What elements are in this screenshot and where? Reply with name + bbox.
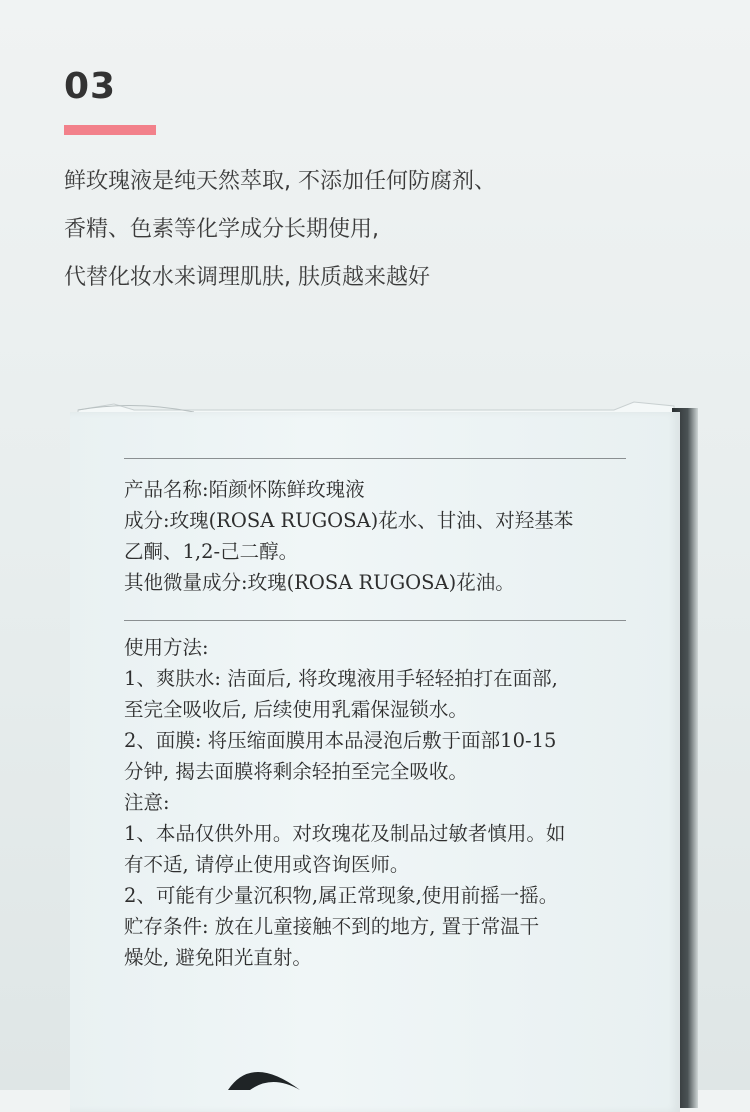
trace-ingredients: 其他微量成分:玫瑰(ROSA RUGOSA)花油。 (124, 571, 515, 594)
usage-heading: 使用方法: (124, 636, 209, 659)
caution-line: 有不适, 请停止使用或咨询医师。 (124, 853, 410, 876)
ingredients-line: 乙酮、1,2-己二醇。 (124, 540, 299, 563)
storage-line: 贮存条件: 放在儿童接触不到的地方, 置于常温干 (124, 915, 540, 938)
intro-line: 代替化妆水来调理肌肤, 肤质越来越好 (64, 265, 430, 290)
usage-line: 2、面膜: 将压缩面膜用本品浸泡后敷于面部10-15 (124, 729, 557, 752)
label-divider-middle (124, 620, 626, 621)
product-info (124, 474, 644, 598)
caution-line: 1、本品仅供外用。对玫瑰花及制品过敏者慎用。如 (124, 822, 566, 845)
accent-bar (64, 125, 156, 135)
usage-info (124, 632, 644, 973)
storage-line: 燥处, 避免阳光直射。 (124, 946, 312, 969)
box-top-flap (74, 376, 678, 416)
ingredients-line: 成分:玫瑰(ROSA RUGOSA)花水、甘油、对羟基苯 (124, 509, 574, 532)
brand-logo-fragment (222, 1052, 312, 1092)
usage-line: 分钟, 揭去面膜将剩余轻拍至完全吸收。 (124, 760, 468, 783)
product-name: 产品名称:陌颜怀陈鲜玫瑰液 (124, 478, 365, 501)
caution-line: 2、可能有少量沉积物,属正常现象,使用前摇一摇。 (124, 884, 559, 907)
intro-line: 鲜玫瑰液是纯天然萃取, 不添加任何防腐剂、 (64, 169, 496, 194)
usage-line: 1、爽肤水: 洁面后, 将玫瑰液用手轻轻拍打在面部, (124, 667, 558, 690)
intro-line: 香精、色素等化学成分长期使用, (64, 217, 379, 242)
section-number: 03 (64, 66, 117, 107)
usage-line: 至完全吸收后, 后续使用乳霜保湿锁水。 (124, 698, 468, 721)
label-divider-top (124, 458, 626, 459)
intro-text (64, 158, 704, 302)
caution-heading: 注意: (124, 791, 170, 814)
